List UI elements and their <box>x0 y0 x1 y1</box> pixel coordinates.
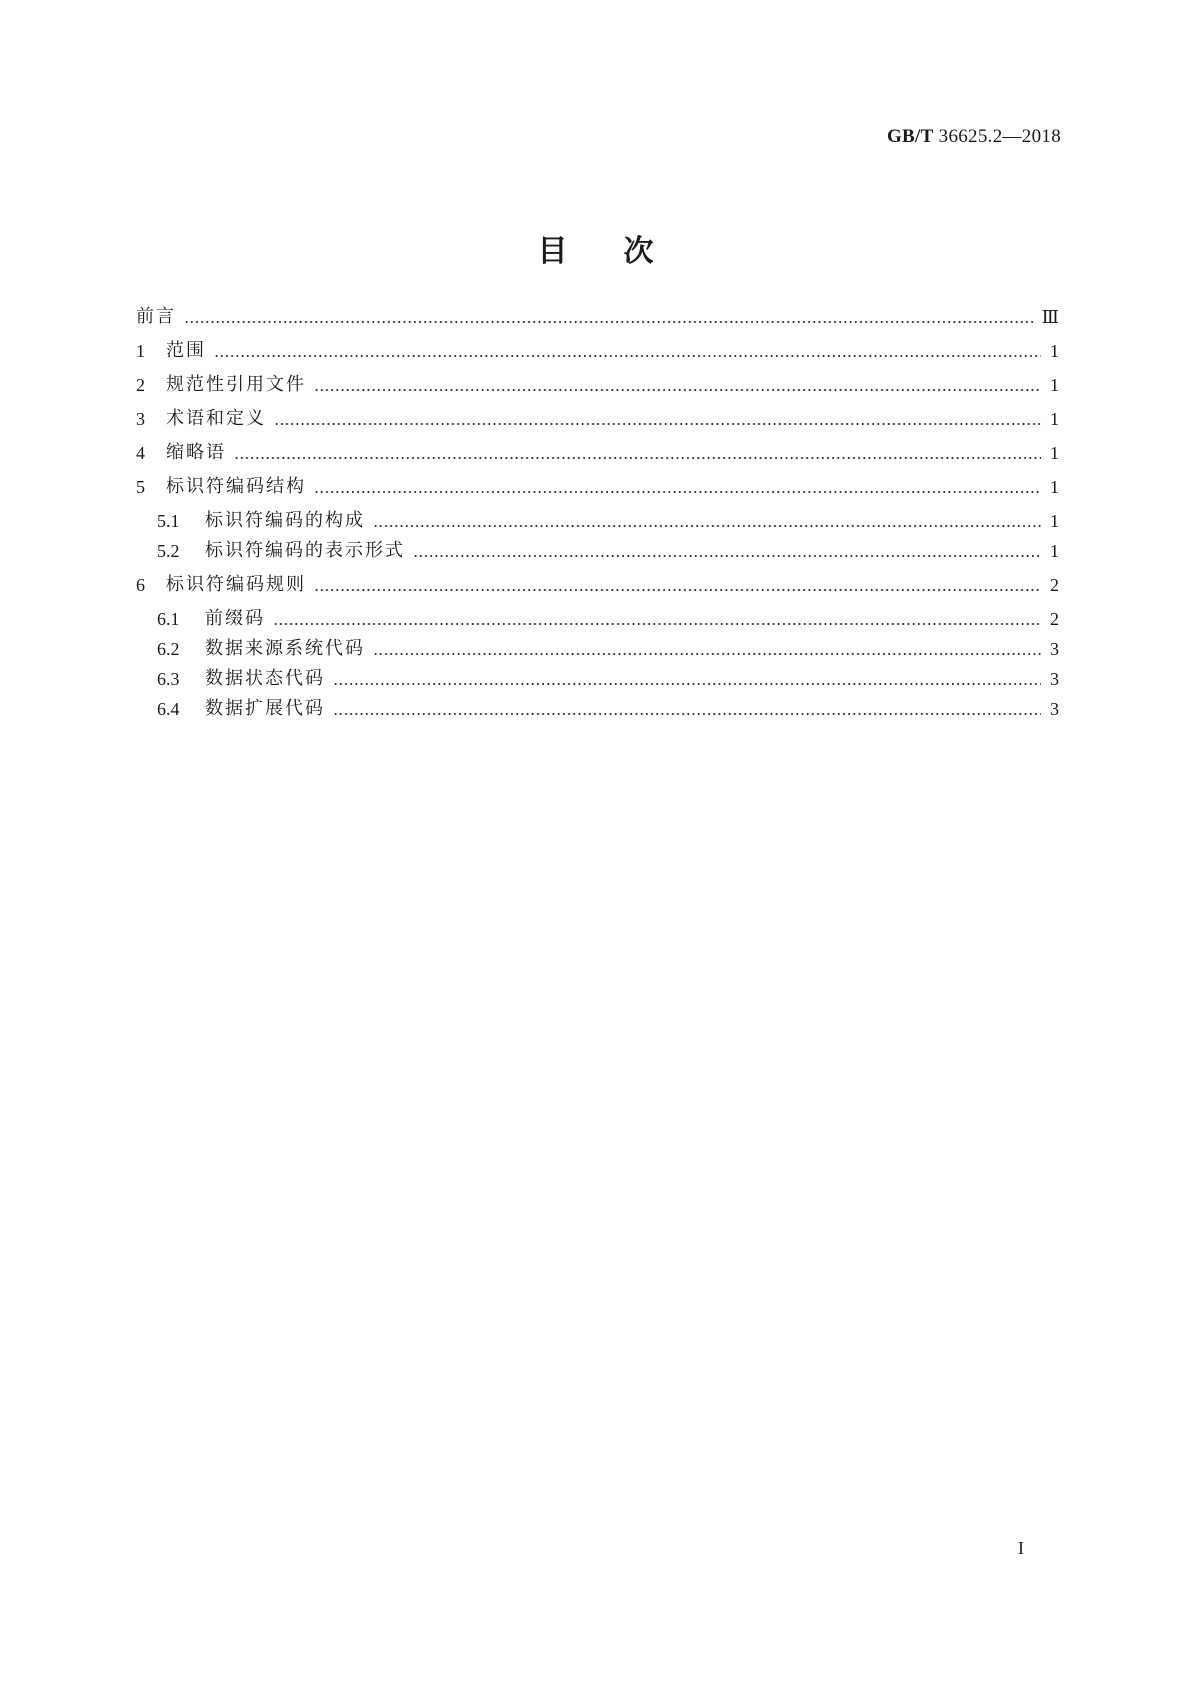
toc-entry-page: 1 <box>1050 409 1059 429</box>
toc-leader-dots <box>333 666 1041 692</box>
toc-entry-number: 4 <box>136 443 145 463</box>
toc-entry-page: 3 <box>1050 699 1059 719</box>
toc-entry-code-rules[interactable] <box>0 572 1059 598</box>
toc-entry-page: 1 <box>1050 443 1059 463</box>
toc-entry-number: 3 <box>136 409 145 429</box>
toc-entry-title: 前言 <box>136 306 176 327</box>
toc-entry-number: 5.1 <box>157 511 180 531</box>
toc-entry-title: 数据状态代码 <box>205 668 325 689</box>
toc-entry-title: 缩略语 <box>166 442 226 463</box>
toc-leader-dots <box>314 372 1041 398</box>
toc-entry-code-representation[interactable] <box>0 538 1059 564</box>
toc-entry-page: 1 <box>1050 375 1059 395</box>
toc-title: 目次 <box>537 234 710 269</box>
toc-entry-scope[interactable] <box>0 338 1059 364</box>
toc-entry-title: 规范性引用文件 <box>166 374 306 395</box>
toc-leader-dots <box>314 474 1041 500</box>
toc-entry-number: 5 <box>136 477 145 497</box>
toc-entry-source-system-code[interactable] <box>0 636 1059 662</box>
toc-leader-dots <box>234 440 1041 466</box>
toc-leader-dots <box>373 636 1041 662</box>
toc-entry-title: 标识符编码的构成 <box>205 510 365 531</box>
toc-leader-dots <box>274 406 1041 432</box>
toc-entry-title: 数据扩展代码 <box>205 698 325 719</box>
toc-entry-number: 1 <box>136 341 145 361</box>
toc-entry-normative-references[interactable] <box>0 372 1059 398</box>
toc-entry-status-code[interactable] <box>0 666 1059 692</box>
toc-entry-title: 数据来源系统代码 <box>205 638 365 659</box>
toc-entry-title: 标识符编码结构 <box>166 476 306 497</box>
toc-entry-page: 2 <box>1050 575 1059 595</box>
toc-entry-page: Ⅲ <box>1041 307 1059 327</box>
toc-entry-title: 标识符编码的表示形式 <box>205 540 405 561</box>
toc-leader-dots <box>273 606 1041 632</box>
toc-entry-page: 1 <box>1050 341 1059 361</box>
toc-leader-dots <box>314 572 1041 598</box>
toc-entry-foreword[interactable] <box>0 304 1059 330</box>
toc-entry-page: 3 <box>1050 639 1059 659</box>
toc-entry-number: 6 <box>136 575 145 595</box>
standard-prefix: GB/T <box>886 126 934 147</box>
toc-entry-page: 1 <box>1050 541 1059 561</box>
toc-entry-page: 2 <box>1050 609 1059 629</box>
toc-entry-title: 范围 <box>166 340 206 361</box>
toc-entry-code-composition[interactable] <box>0 508 1059 534</box>
toc-leader-dots <box>214 338 1041 364</box>
page-number: I <box>1018 1538 1024 1558</box>
toc-entry-title: 前缀码 <box>205 608 265 629</box>
toc-leader-dots <box>413 538 1041 564</box>
toc-entry-page: 3 <box>1050 669 1059 689</box>
toc-entry-page: 1 <box>1050 477 1059 497</box>
toc-leader-dots <box>184 304 1036 330</box>
toc-entry-prefix-code[interactable] <box>0 606 1059 632</box>
toc-entry-extension-code[interactable] <box>0 696 1059 722</box>
toc-entry-number: 6.4 <box>157 699 180 719</box>
toc-entry-number: 6.1 <box>157 609 180 629</box>
toc-entry-number: 6.3 <box>157 669 180 689</box>
toc-entry-number: 6.2 <box>157 639 180 659</box>
toc-entry-page: 1 <box>1050 511 1059 531</box>
toc-leader-dots <box>373 508 1041 534</box>
toc-entry-title: 术语和定义 <box>166 408 266 429</box>
toc-entry-abbreviations[interactable] <box>0 440 1059 466</box>
toc-entry-title: 标识符编码规则 <box>166 574 306 595</box>
toc-entry-terms-definitions[interactable] <box>0 406 1059 432</box>
toc-leader-dots <box>333 696 1041 722</box>
toc-entry-number: 5.2 <box>157 541 180 561</box>
toc-entry-code-structure[interactable] <box>0 474 1059 500</box>
standard-number: 36625.2—2018 <box>938 126 1061 147</box>
toc-entry-number: 2 <box>136 375 145 395</box>
